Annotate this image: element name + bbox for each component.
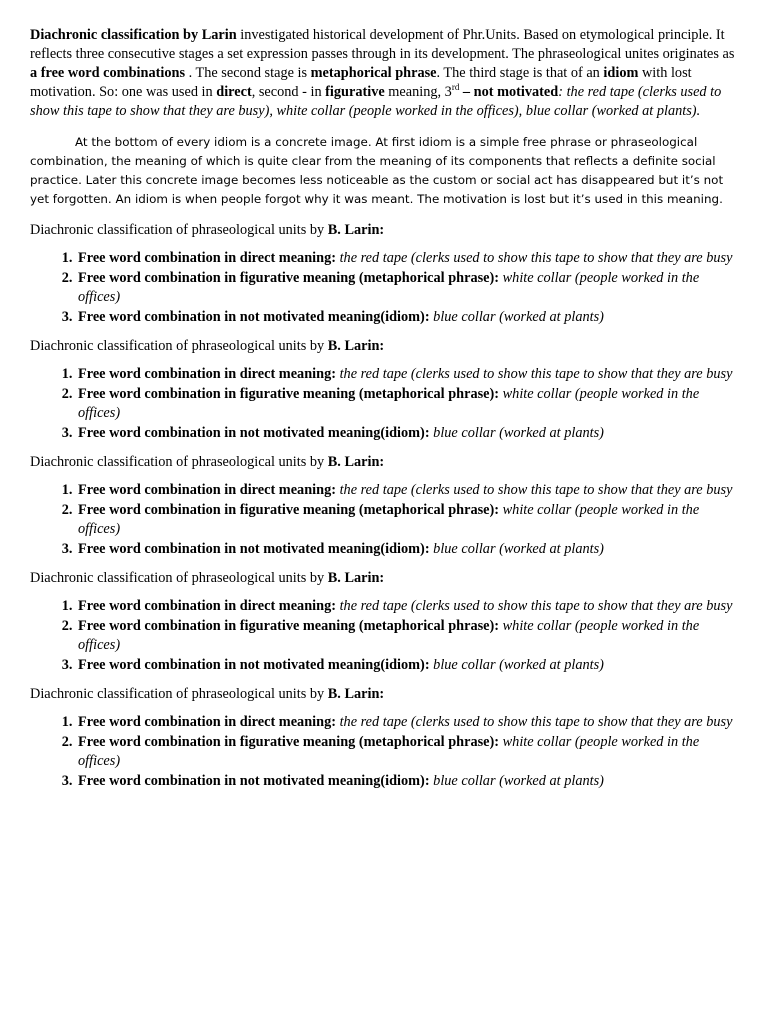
item-label: Free word combination in direct meaning: [78, 250, 336, 266]
classification-heading [30, 337, 740, 356]
list-item [76, 424, 740, 443]
heading-text: Diachronic classification of phraseological units by [30, 338, 328, 354]
item-label: Free word combination in figurative meaning (metaphorical phrase): [78, 502, 500, 518]
list-item [76, 501, 740, 539]
item-label: Free word combination in figurative meaning (metaphorical phrase): [78, 270, 500, 286]
item-label: Free word combination in figurative meaning (metaphorical phrase): [78, 618, 500, 634]
list-item [76, 656, 740, 675]
heading-text: Diachronic classification of phraseological units by [30, 686, 328, 702]
heading-author: B. Larin: [327, 454, 385, 470]
intro-lead: Diachronic classification by Larin [30, 27, 237, 43]
heading-author: B. Larin: [327, 686, 385, 702]
classification-block [30, 453, 740, 559]
classification-list [30, 481, 740, 559]
document-page [30, 26, 740, 801]
classification-list [30, 713, 740, 791]
heading-author: B. Larin: [327, 570, 385, 586]
item-example: blue collar (worked at plants) [429, 541, 604, 557]
item-label: Free word combination in not motivated meaning(idiom): [78, 541, 430, 557]
list-item [76, 713, 740, 732]
item-label: Free word combination in direct meaning: [78, 482, 336, 498]
list-item [76, 385, 740, 423]
classification-heading [30, 685, 740, 704]
list-item [76, 308, 740, 327]
item-example: white collar (people worked in the offices) [78, 386, 700, 421]
heading-text: Diachronic classification of phraseological units by [30, 454, 328, 470]
item-example: blue collar (worked at plants) [429, 309, 604, 325]
list-item [76, 481, 740, 500]
item-label: Free word combination in not motivated meaning(idiom): [78, 425, 430, 441]
item-example: white collar (people worked in the offices) [78, 734, 700, 769]
heading-text: Diachronic classification of phraseological units by [30, 570, 328, 586]
classification-block [30, 337, 740, 443]
item-example: white collar (people worked in the offices) [78, 270, 700, 305]
heading-author: B. Larin: [327, 222, 385, 238]
item-example: the red tape (clerks used to show this tape to show that they are busy [336, 250, 733, 266]
classification-block [30, 221, 740, 327]
classification-block [30, 569, 740, 675]
classification-list [30, 365, 740, 443]
item-label: Free word combination in figurative meaning (metaphorical phrase): [78, 734, 500, 750]
item-example: the red tape (clerks used to show this tape to show that they are busy [336, 714, 733, 730]
classification-list [30, 597, 740, 675]
list-item [76, 617, 740, 655]
item-label: Free word combination in direct meaning: [78, 598, 336, 614]
item-label: Free word combination in figurative meaning (metaphorical phrase): [78, 386, 500, 402]
item-label: Free word combination in direct meaning: [78, 714, 336, 730]
item-example: blue collar (worked at plants) [429, 425, 604, 441]
item-label: Free word combination in not motivated meaning(idiom): [78, 773, 430, 789]
classification-heading [30, 569, 740, 588]
list-item [76, 365, 740, 384]
item-label: Free word combination in direct meaning: [78, 366, 336, 382]
classification-list [30, 249, 740, 327]
classification-heading [30, 221, 740, 240]
item-example: white collar (people worked in the offices) [78, 618, 700, 653]
item-example: the red tape (clerks used to show this tape to show that they are busy [336, 598, 733, 614]
list-item [76, 597, 740, 616]
heading-author: B. Larin: [327, 338, 385, 354]
list-item [76, 269, 740, 307]
item-label: Free word combination in not motivated meaning(idiom): [78, 309, 430, 325]
list-item [76, 540, 740, 559]
intro-paragraph: Diachronic classification by Larin investigated historical development of Phr.Units. Based on etymological principle. It reflects three consecutive stages a set expression passes through in its development. The phraseological unites originates as a free word combinations . The second stage is metaphorical phrase. The third stage is that of an idiom with lost motivation. So: one was used in direct, second - in figurative meaning, 3rd – not motivated: the red tape (clerks used to show this tape to show that they are busy), white collar (people worked in the offices), blue collar (worked at plants). [30, 27, 735, 119]
item-example: white collar (people worked in the offices) [78, 502, 700, 537]
classification-blocks [30, 221, 740, 791]
item-example: blue collar (worked at plants) [429, 657, 604, 673]
list-item [76, 249, 740, 268]
heading-text: Diachronic classification of phraseological units by [30, 222, 328, 238]
item-example: the red tape (clerks used to show this tape to show that they are busy [336, 482, 733, 498]
classification-block [30, 685, 740, 791]
item-example: blue collar (worked at plants) [429, 773, 604, 789]
list-item [76, 772, 740, 791]
classification-heading [30, 453, 740, 472]
list-item [76, 733, 740, 771]
item-example: the red tape (clerks used to show this tape to show that they are busy [336, 366, 733, 382]
item-label: Free word combination in not motivated meaning(idiom): [78, 657, 430, 673]
idiom-explanation-paragraph: At the bottom of every idiom is a concrete image. At first idiom is a simple free phrase or phraseological combination, the meaning of which is quite clear from the meaning of its components that reflects a definite social practice. Later this concrete image becomes less noticeable as the custom or social act has disappeared but it’s not yet forgotten. An idiom is when people forgot why it was meant. The motivation is lost but it’s used in this meaning. [30, 135, 724, 206]
